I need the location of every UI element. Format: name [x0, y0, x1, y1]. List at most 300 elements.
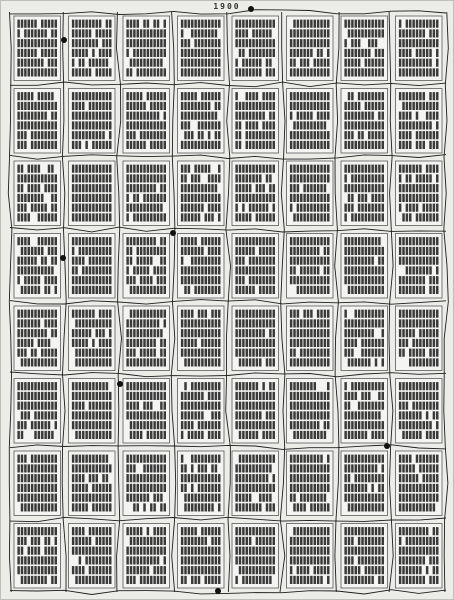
building [307, 112, 309, 120]
building [303, 358, 305, 366]
building [429, 576, 431, 584]
building [249, 194, 251, 202]
building [320, 556, 322, 564]
building [130, 431, 132, 439]
building [426, 257, 428, 265]
building [290, 547, 292, 555]
building [181, 102, 183, 110]
building [355, 319, 357, 327]
building [300, 556, 302, 564]
building [266, 29, 268, 37]
building [327, 474, 329, 482]
building [320, 112, 322, 120]
building [266, 121, 268, 129]
building [38, 329, 40, 337]
building [218, 319, 220, 327]
building [133, 474, 135, 482]
building [157, 174, 159, 182]
building [317, 576, 319, 584]
building [28, 20, 30, 28]
building [423, 92, 425, 100]
building [344, 455, 346, 463]
building [137, 266, 139, 274]
building [399, 474, 401, 482]
building [137, 257, 139, 265]
building [324, 310, 326, 318]
building [252, 29, 254, 37]
building [194, 537, 196, 545]
building [246, 411, 248, 419]
building [181, 474, 183, 482]
building [157, 59, 159, 67]
building [82, 339, 84, 347]
building [242, 39, 244, 47]
building [358, 102, 360, 110]
building [399, 411, 401, 419]
building [140, 141, 142, 149]
building [310, 121, 312, 129]
building [324, 141, 326, 149]
building [188, 165, 190, 173]
building [38, 556, 40, 564]
building [317, 411, 319, 419]
building [297, 257, 299, 265]
building [218, 266, 220, 274]
building [310, 358, 312, 366]
building [160, 494, 162, 502]
building [99, 464, 101, 472]
building [31, 503, 33, 511]
building [310, 494, 312, 502]
building [252, 547, 254, 555]
building [235, 39, 237, 47]
building [327, 503, 329, 511]
building [79, 92, 81, 100]
building [371, 194, 373, 202]
building [153, 421, 155, 429]
building [297, 358, 299, 366]
building [137, 204, 139, 212]
building [259, 358, 261, 366]
building [160, 431, 162, 439]
building [92, 402, 94, 410]
building [96, 474, 98, 482]
building [365, 59, 367, 67]
building [48, 431, 50, 439]
building [368, 213, 370, 221]
building [314, 29, 316, 37]
building [143, 547, 145, 555]
building [153, 484, 155, 492]
building [262, 247, 264, 255]
building [259, 464, 261, 472]
building [194, 257, 196, 265]
building [310, 484, 312, 492]
building [300, 349, 302, 357]
building [28, 257, 30, 265]
building [164, 121, 166, 129]
building [348, 141, 350, 149]
building [34, 537, 36, 545]
building [303, 276, 305, 284]
building [72, 213, 74, 221]
building [21, 184, 23, 192]
building [208, 392, 210, 400]
building [96, 131, 98, 139]
building [198, 358, 200, 366]
building [48, 266, 50, 274]
building [409, 237, 411, 245]
building [99, 411, 101, 419]
building [126, 237, 128, 245]
building [198, 257, 200, 265]
building [89, 165, 91, 173]
building [300, 247, 302, 255]
building [140, 494, 142, 502]
building [48, 131, 50, 139]
building [31, 184, 33, 192]
building [89, 257, 91, 265]
building [75, 392, 77, 400]
building [79, 310, 81, 318]
building [24, 537, 26, 545]
building [157, 68, 159, 76]
building [147, 121, 149, 129]
building [102, 484, 104, 492]
building [409, 266, 411, 274]
building [96, 174, 98, 182]
building [17, 484, 19, 492]
building [419, 247, 421, 255]
building [433, 556, 435, 564]
building [273, 102, 275, 110]
building [191, 392, 193, 400]
building [99, 204, 101, 212]
building [188, 310, 190, 318]
building [382, 59, 384, 67]
building [324, 29, 326, 37]
building [85, 339, 87, 347]
building [75, 421, 77, 429]
building [75, 276, 77, 284]
building [314, 286, 316, 294]
building [344, 141, 346, 149]
building [300, 165, 302, 173]
building [348, 68, 350, 76]
building [137, 121, 139, 129]
building [215, 464, 217, 472]
building [423, 339, 425, 347]
building [361, 68, 363, 76]
building [266, 213, 268, 221]
building [157, 194, 159, 202]
building [423, 382, 425, 390]
building [300, 455, 302, 463]
building [259, 276, 261, 284]
building [41, 237, 43, 245]
building [164, 503, 166, 511]
building [51, 213, 53, 221]
building [160, 92, 162, 100]
building [242, 329, 244, 337]
building [137, 68, 139, 76]
building [246, 141, 248, 149]
building [310, 102, 312, 110]
building [130, 184, 132, 192]
building [252, 131, 254, 139]
building [102, 402, 104, 410]
building [252, 421, 254, 429]
building [402, 421, 404, 429]
building [327, 464, 329, 472]
building [409, 68, 411, 76]
building [218, 421, 220, 429]
building [252, 266, 254, 274]
building [48, 92, 50, 100]
building [17, 402, 19, 410]
building [102, 68, 104, 76]
building [303, 349, 305, 357]
building [147, 464, 149, 472]
building [157, 382, 159, 390]
building [82, 503, 84, 511]
building [317, 131, 319, 139]
building [102, 266, 104, 274]
building [324, 556, 326, 564]
building [303, 402, 305, 410]
building [34, 566, 36, 574]
building [436, 339, 438, 347]
building [300, 112, 302, 120]
building [51, 349, 53, 357]
building [130, 576, 132, 584]
building [355, 257, 357, 265]
building [399, 237, 401, 245]
building [348, 102, 350, 110]
building [320, 184, 322, 192]
building [378, 112, 380, 120]
building [17, 59, 19, 67]
building [55, 59, 57, 67]
building [239, 455, 241, 463]
building [382, 319, 384, 327]
building [429, 59, 431, 67]
building [399, 92, 401, 100]
building [51, 49, 53, 57]
building [436, 576, 438, 584]
building [208, 276, 210, 284]
building [96, 20, 98, 28]
building [249, 464, 251, 472]
building [51, 484, 53, 492]
building [28, 494, 30, 502]
building [164, 358, 166, 366]
building [375, 464, 377, 472]
building [402, 329, 404, 337]
building [351, 237, 353, 245]
building [85, 329, 87, 337]
building [355, 484, 357, 492]
building [102, 131, 104, 139]
building [109, 121, 111, 129]
building [130, 392, 132, 400]
building [317, 455, 319, 463]
building [160, 484, 162, 492]
building [96, 455, 98, 463]
building [297, 39, 299, 47]
building [246, 184, 248, 192]
building [320, 329, 322, 337]
building [307, 494, 309, 502]
building [17, 310, 19, 318]
building [92, 237, 94, 245]
building [215, 329, 217, 337]
building [324, 121, 326, 129]
building [239, 184, 241, 192]
building [75, 141, 77, 149]
building [293, 266, 295, 274]
building [157, 547, 159, 555]
building [55, 494, 57, 502]
building [409, 527, 411, 535]
building [266, 464, 268, 472]
building [17, 121, 19, 129]
building [44, 431, 46, 439]
building [368, 547, 370, 555]
building [365, 402, 367, 410]
building [423, 237, 425, 245]
building [320, 141, 322, 149]
building [426, 494, 428, 502]
building [205, 29, 207, 37]
building [157, 576, 159, 584]
building [266, 547, 268, 555]
building [181, 165, 183, 173]
building [371, 237, 373, 245]
building [44, 474, 46, 482]
building [92, 527, 94, 535]
building [198, 121, 200, 129]
building [102, 576, 104, 584]
building [85, 266, 87, 274]
building [262, 213, 264, 221]
building [99, 257, 101, 265]
building [215, 286, 217, 294]
building [412, 92, 414, 100]
building [160, 537, 162, 545]
building [201, 237, 203, 245]
building [399, 184, 401, 192]
building [242, 547, 244, 555]
building [96, 392, 98, 400]
building [344, 131, 346, 139]
building [355, 329, 357, 337]
building [406, 204, 408, 212]
building [378, 92, 380, 100]
building [378, 431, 380, 439]
building [72, 29, 74, 37]
building [79, 141, 81, 149]
building [344, 112, 346, 120]
building [89, 382, 91, 390]
building [402, 474, 404, 482]
building [24, 421, 26, 429]
building [293, 382, 295, 390]
building [426, 411, 428, 419]
building [307, 49, 309, 57]
building [358, 257, 360, 265]
building [368, 537, 370, 545]
building [51, 431, 53, 439]
building [314, 566, 316, 574]
building [273, 213, 275, 221]
building [327, 286, 329, 294]
building [368, 576, 370, 584]
building [164, 556, 166, 564]
building [28, 556, 30, 564]
building [409, 257, 411, 265]
building [157, 474, 159, 482]
building [375, 68, 377, 76]
building [235, 339, 237, 347]
building [38, 121, 40, 129]
building [269, 411, 271, 419]
building [133, 237, 135, 245]
building [358, 266, 360, 274]
building [269, 566, 271, 574]
building [130, 59, 132, 67]
building [256, 68, 258, 76]
building [106, 527, 108, 535]
building [92, 382, 94, 390]
building [412, 39, 414, 47]
building [327, 49, 329, 57]
building [269, 257, 271, 265]
building [423, 257, 425, 265]
building [348, 392, 350, 400]
building [31, 112, 33, 120]
building [382, 174, 384, 182]
building [41, 349, 43, 357]
building [109, 237, 111, 245]
building [34, 319, 36, 327]
building [31, 576, 33, 584]
building [402, 382, 404, 390]
building [290, 455, 292, 463]
building [130, 165, 132, 173]
building [368, 503, 370, 511]
building [290, 484, 292, 492]
building [153, 247, 155, 255]
building [44, 537, 46, 545]
building [239, 474, 241, 482]
building [96, 421, 98, 429]
building [31, 194, 33, 202]
building [160, 455, 162, 463]
building [416, 527, 418, 535]
building [28, 247, 30, 255]
building [423, 102, 425, 110]
building [249, 165, 251, 173]
building [211, 112, 213, 120]
building [41, 204, 43, 212]
building [126, 339, 128, 347]
building [143, 68, 145, 76]
building [310, 20, 312, 28]
building [300, 358, 302, 366]
building [181, 319, 183, 327]
building [423, 310, 425, 318]
